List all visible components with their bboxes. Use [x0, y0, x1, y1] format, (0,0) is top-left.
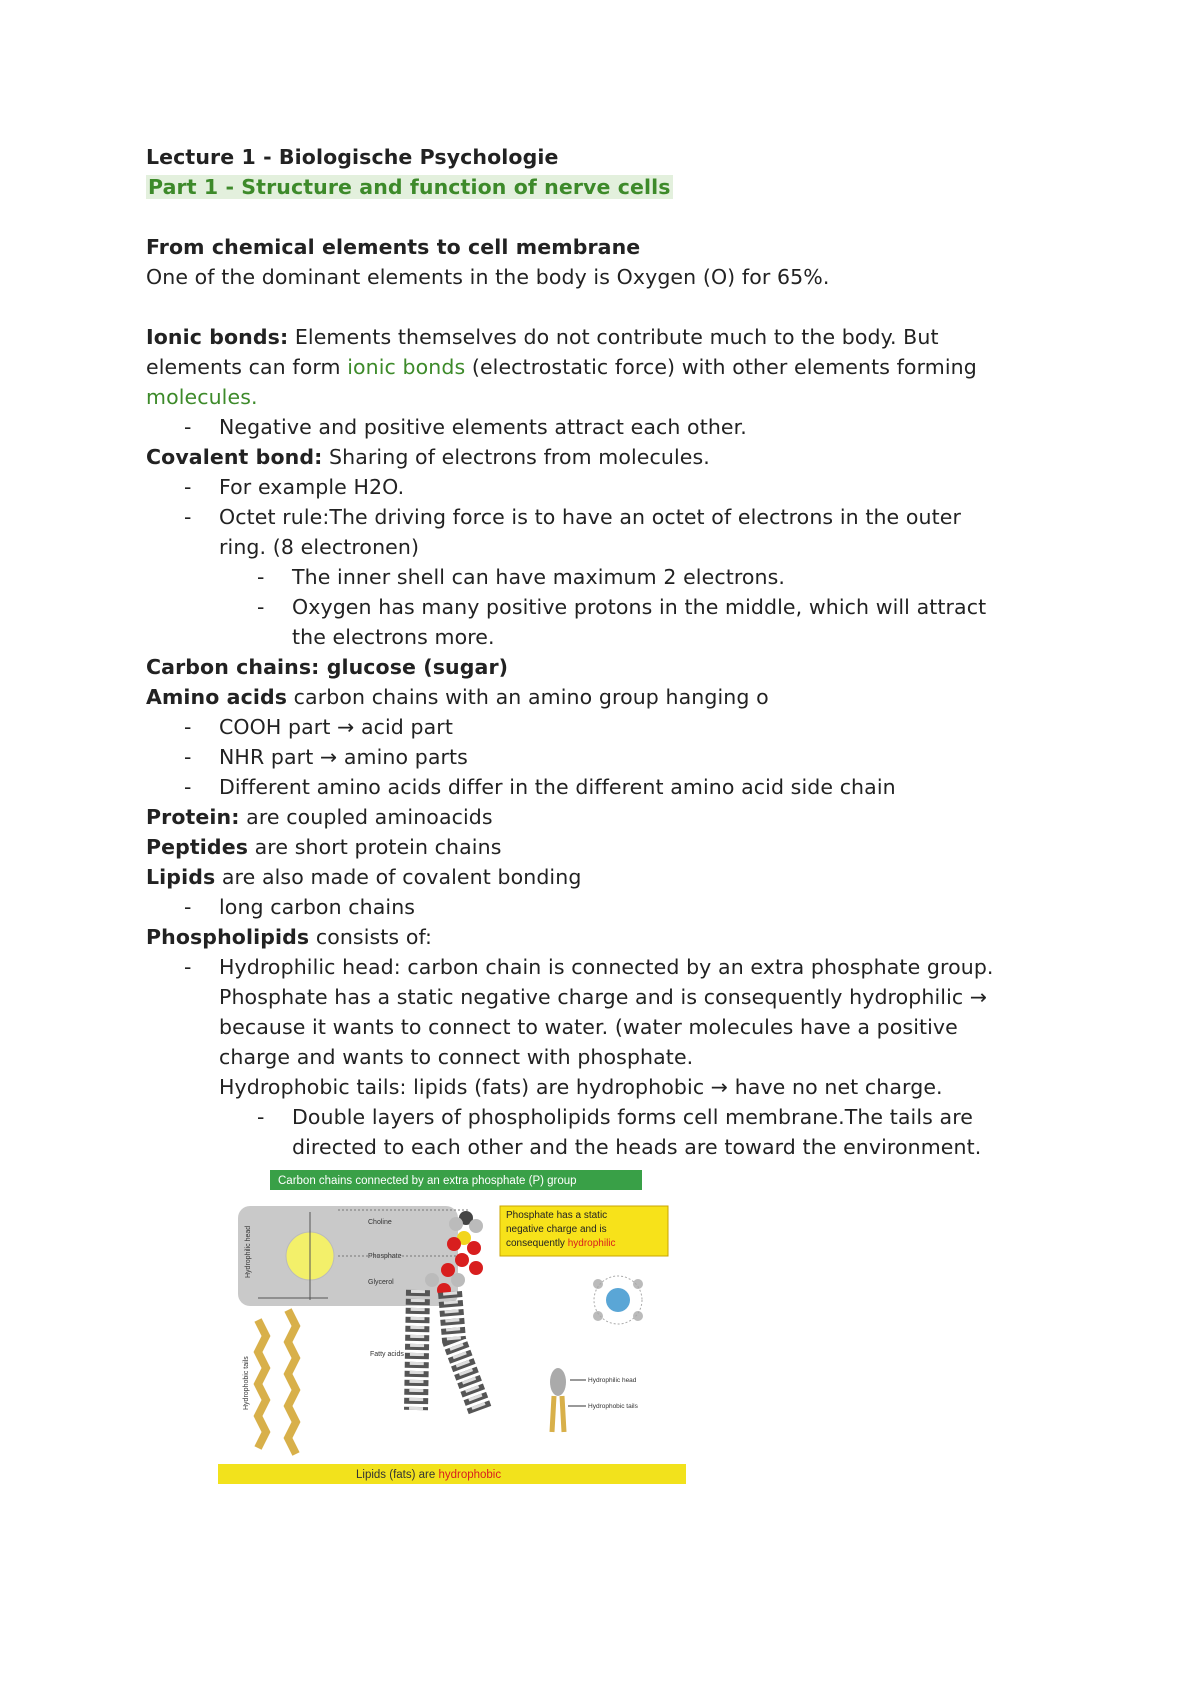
covalent-label: Covalent bond:: [146, 445, 323, 469]
phospho-label: Phospholipids: [146, 925, 310, 949]
covalent-bullet-2b: ring. (8 electronen): [219, 535, 420, 559]
lipids-bullet-1: long carbon chains: [219, 895, 416, 919]
covalent-bullet-1: For example H2O.: [219, 475, 405, 499]
carbon-heading: Carbon chains: glucose (sugar): [146, 655, 509, 679]
lipids-label: Lipids: [146, 865, 216, 889]
phospho-text: consists of:: [309, 925, 433, 949]
phospho-bullet-1b: Phosphate has a static negative charge and is consequently hydrophilic →: [219, 985, 988, 1009]
caption-hydrophilic: hydrophilic: [567, 1238, 616, 1249]
protein-label: Protein:: [146, 805, 240, 829]
ionic-line-1: [146, 322, 939, 352]
side-label-head: Hydrophilic head: [245, 1225, 252, 1278]
bullet-dash: -: [184, 415, 192, 439]
ionic-label: Ionic bonds:: [146, 325, 289, 349]
side-label-tail: Hydrophobic tails: [243, 1356, 250, 1410]
caption-line-1: Phosphate has a static: [506, 1210, 608, 1221]
bullet-dash: -: [184, 745, 192, 769]
lipids-line: [146, 862, 581, 892]
phospho-sub-1b: directed to each other and the heads are toward the environment.: [292, 1135, 982, 1159]
covalent-line: [146, 442, 710, 472]
bullet-dash: -: [184, 505, 192, 529]
sub-bullet-dash: -: [257, 1105, 265, 1129]
small-tail-icon: [552, 1396, 564, 1432]
label-phosphate: Phosphate: [368, 1253, 402, 1260]
amino-text: carbon chains with an amino group hanging o: [287, 685, 769, 709]
label-glycerol: Glycerol: [368, 1279, 394, 1286]
label-fatty-acids: Fatty acids: [370, 1351, 404, 1358]
peptides-line: [146, 832, 501, 862]
sub-bullet-dash: -: [257, 565, 265, 589]
caption-line-3: [506, 1238, 616, 1249]
tail-chain-1: [258, 1320, 266, 1448]
covalent-text: Sharing of electrons from molecules.: [322, 445, 710, 469]
label-choline: Choline: [368, 1219, 392, 1226]
sub-bullet-dash: -: [257, 595, 265, 619]
document-title: Lecture 1 - Biologische Psychologie: [146, 145, 559, 169]
small-head-icon: [550, 1368, 566, 1396]
protein-text: are coupled aminoacids: [239, 805, 493, 829]
ionic-text-1: Elements themselves do not contribute much to the body. But: [288, 325, 939, 349]
ionic-bullet-1: Negative and positive elements attract each other.: [219, 415, 747, 439]
molecules-term: molecules.: [146, 385, 258, 409]
label-hydrophobic-tails: Hydrophobic tails: [588, 1403, 638, 1410]
peptides-text: are short protein chains: [248, 835, 502, 859]
amino-bullet-1: COOH part → acid part: [219, 715, 453, 739]
ionic-line-2: [146, 352, 977, 382]
intro-text: One of the dominant elements in the body is Oxygen (O) for 65%.: [146, 265, 830, 289]
caption-line-2: negative charge and is: [506, 1224, 607, 1235]
covalent-sub-1: The inner shell can have maximum 2 electrons.: [292, 565, 786, 589]
amino-bullet-2: NHR part → amino parts: [219, 745, 468, 769]
covalent-bullet-2a: Octet rule:The driving force is to have an octet of electrons in the outer: [219, 505, 961, 529]
phospho-line: [146, 922, 432, 952]
covalent-sub-2b: the electrons more.: [292, 625, 495, 649]
amino-bullet-3: Different amino acids differ in the different amino acid side chain: [219, 775, 896, 799]
part-heading: [146, 172, 673, 202]
bottom-banner-text-a: Lipids (fats) are: [356, 1469, 439, 1481]
bullet-dash: -: [184, 895, 192, 919]
phospholipid-diagram: [218, 1160, 686, 1486]
phospho-sub-1a: Double layers of phospholipids forms cell membrane.The tails are: [292, 1105, 973, 1129]
bullet-dash: -: [184, 955, 192, 979]
bullet-dash: -: [184, 715, 192, 739]
phospho-bullet-1a: Hydrophilic head: carbon chain is connected by an extra phosphate group.: [219, 955, 994, 979]
covalent-sub-2a: Oxygen has many positive protons in the middle, which will attract: [292, 595, 987, 619]
amino-label: Amino acids: [146, 685, 288, 709]
caption-line-3-text: consequently: [506, 1238, 568, 1249]
phospho-bullet-1c: because it wants to connect to water. (water molecules have a positive: [219, 1015, 958, 1039]
ionic-bonds-term: ionic bonds: [347, 355, 466, 379]
water-schematic: [593, 1276, 643, 1324]
phospholipid-figure: [218, 1160, 686, 1486]
bottom-banner-hydrophobic: hydrophobic: [438, 1469, 502, 1481]
ionic-text-2b: (electrostatic force) with other elements forming: [465, 355, 977, 379]
amino-line: [146, 682, 769, 712]
phospho-bullet-1d: charge and wants to connect with phosphate.: [219, 1045, 694, 1069]
peptides-label: Peptides: [146, 835, 249, 859]
bottom-banner-text: [356, 1469, 501, 1481]
ionic-text-2a: elements can form: [146, 355, 348, 379]
tail-chain-2: [288, 1310, 296, 1454]
part-heading-text: Part 1 - Structure and function of nerve cells: [148, 175, 671, 199]
bullet-dash: -: [184, 775, 192, 799]
label-hydrophilic-head: Hydrophilic head: [588, 1377, 637, 1384]
protein-line: [146, 802, 493, 832]
bullet-dash: -: [184, 475, 192, 499]
top-banner-text: Carbon chains connected by an extra phosphate (P) group: [278, 1175, 577, 1187]
phospho-bullet-1e: Hydrophobic tails: lipids (fats) are hydrophobic → have no net charge.: [219, 1075, 943, 1099]
lipids-text: are also made of covalent bonding: [215, 865, 582, 889]
section-heading: From chemical elements to cell membrane: [146, 235, 641, 259]
